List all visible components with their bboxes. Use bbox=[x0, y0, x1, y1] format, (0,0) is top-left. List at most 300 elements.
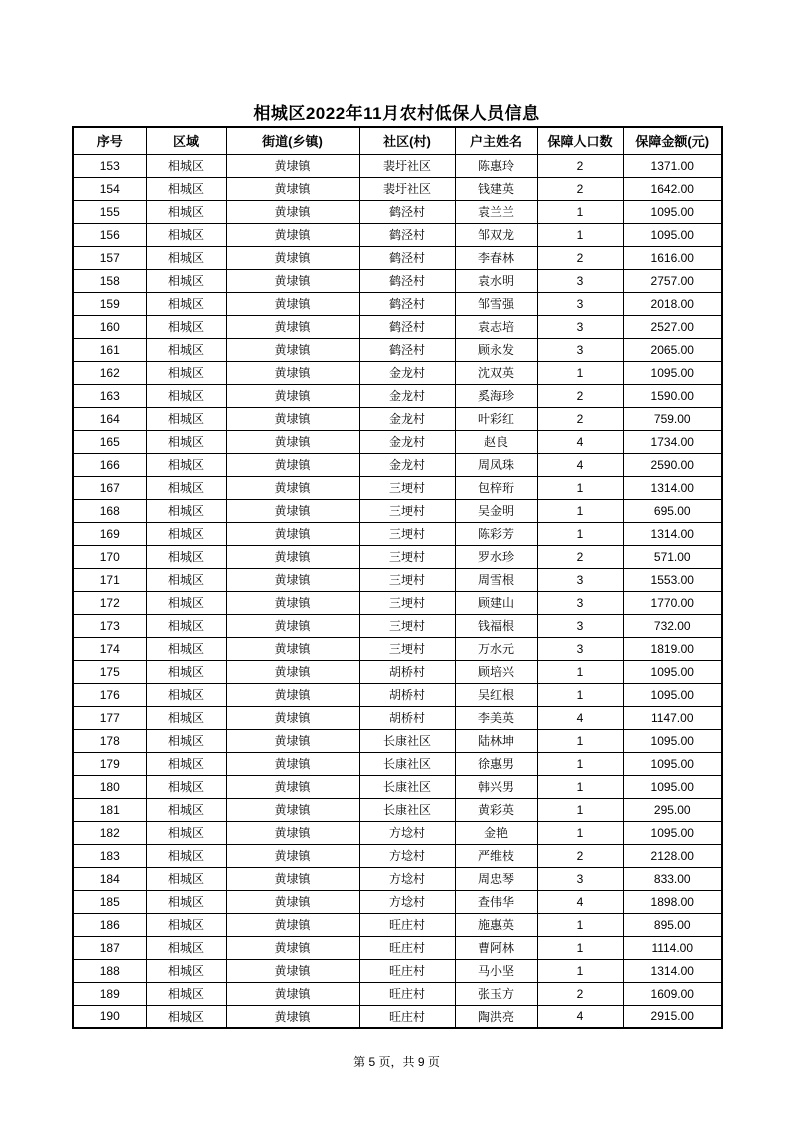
table-row bbox=[73, 476, 722, 499]
table-cell: 吴金明 bbox=[455, 499, 537, 522]
table-cell: 1095.00 bbox=[623, 752, 722, 775]
table-row bbox=[73, 338, 722, 361]
table-cell: 顾建山 bbox=[455, 591, 537, 614]
table-cell: 邹雪强 bbox=[455, 292, 537, 315]
table-cell: 相城区 bbox=[146, 522, 226, 545]
table-row bbox=[73, 936, 722, 959]
table-row bbox=[73, 637, 722, 660]
table-cell: 895.00 bbox=[623, 913, 722, 936]
table-cell: 1 bbox=[537, 361, 623, 384]
table-cell: 陶洪亮 bbox=[455, 1005, 537, 1028]
table-cell: 1819.00 bbox=[623, 637, 722, 660]
table-cell: 161 bbox=[73, 338, 146, 361]
table-cell: 施惠英 bbox=[455, 913, 537, 936]
table-cell: 黄埭镇 bbox=[226, 430, 359, 453]
table-cell: 三埂村 bbox=[359, 637, 455, 660]
table-row bbox=[73, 154, 722, 177]
table-cell: 3 bbox=[537, 568, 623, 591]
table-cell: 陆林坤 bbox=[455, 729, 537, 752]
table-cell: 1 bbox=[537, 499, 623, 522]
table-cell: 查伟华 bbox=[455, 890, 537, 913]
table-cell: 袁兰兰 bbox=[455, 200, 537, 223]
table-cell: 黄埭镇 bbox=[226, 890, 359, 913]
table-cell: 1 bbox=[537, 752, 623, 775]
table-cell: 相城区 bbox=[146, 775, 226, 798]
table-cell: 1616.00 bbox=[623, 246, 722, 269]
table-cell: 187 bbox=[73, 936, 146, 959]
table-cell: 1590.00 bbox=[623, 384, 722, 407]
table-row bbox=[73, 545, 722, 568]
table-cell: 3 bbox=[537, 292, 623, 315]
table-cell: 金龙村 bbox=[359, 407, 455, 430]
table-cell: 3 bbox=[537, 614, 623, 637]
table-cell: 黄埭镇 bbox=[226, 798, 359, 821]
table-cell: 长康社区 bbox=[359, 729, 455, 752]
table-cell: 三埂村 bbox=[359, 568, 455, 591]
table-cell: 174 bbox=[73, 637, 146, 660]
table-cell: 177 bbox=[73, 706, 146, 729]
table-cell: 黄埭镇 bbox=[226, 476, 359, 499]
table-cell: 黄埭镇 bbox=[226, 315, 359, 338]
table-cell: 相城区 bbox=[146, 1005, 226, 1028]
table-cell: 1314.00 bbox=[623, 522, 722, 545]
table-row bbox=[73, 292, 722, 315]
table-cell: 鹤泾村 bbox=[359, 223, 455, 246]
table-cell: 鹤泾村 bbox=[359, 292, 455, 315]
table-cell: 153 bbox=[73, 154, 146, 177]
header-cell-street: 街道(乡镇) bbox=[226, 127, 359, 154]
header-cell-region: 区域 bbox=[146, 127, 226, 154]
table-cell: 4 bbox=[537, 453, 623, 476]
table-cell: 相城区 bbox=[146, 729, 226, 752]
table-cell: 黄埭镇 bbox=[226, 637, 359, 660]
table-row bbox=[73, 223, 722, 246]
table-row bbox=[73, 821, 722, 844]
table-cell: 黄埭镇 bbox=[226, 775, 359, 798]
table-cell: 鹤泾村 bbox=[359, 315, 455, 338]
table-cell: 相城区 bbox=[146, 499, 226, 522]
table-cell: 三埂村 bbox=[359, 591, 455, 614]
table-cell: 175 bbox=[73, 660, 146, 683]
table-cell: 1 bbox=[537, 821, 623, 844]
table-cell: 黄埭镇 bbox=[226, 223, 359, 246]
table-cell: 1 bbox=[537, 913, 623, 936]
table-cell: 周雪根 bbox=[455, 568, 537, 591]
table-cell: 袁水明 bbox=[455, 269, 537, 292]
table-cell: 三埂村 bbox=[359, 476, 455, 499]
table-cell: 1 bbox=[537, 660, 623, 683]
table-cell: 三埂村 bbox=[359, 614, 455, 637]
table-row bbox=[73, 453, 722, 476]
table-cell: 相城区 bbox=[146, 844, 226, 867]
table-cell: 1095.00 bbox=[623, 660, 722, 683]
table-cell: 1147.00 bbox=[623, 706, 722, 729]
table-cell: 2590.00 bbox=[623, 453, 722, 476]
table-cell: 1609.00 bbox=[623, 982, 722, 1005]
table-cell: 2915.00 bbox=[623, 1005, 722, 1028]
table-cell: 方埝村 bbox=[359, 844, 455, 867]
table-cell: 162 bbox=[73, 361, 146, 384]
table-cell: 黄彩英 bbox=[455, 798, 537, 821]
table-cell: 严维枝 bbox=[455, 844, 537, 867]
table-cell: 陈彩芳 bbox=[455, 522, 537, 545]
table-cell: 黄埭镇 bbox=[226, 706, 359, 729]
table-cell: 185 bbox=[73, 890, 146, 913]
table-cell: 178 bbox=[73, 729, 146, 752]
table-cell: 旺庄村 bbox=[359, 913, 455, 936]
table-cell: 三埂村 bbox=[359, 545, 455, 568]
table-cell: 相城区 bbox=[146, 545, 226, 568]
table-cell: 182 bbox=[73, 821, 146, 844]
table-cell: 黄埭镇 bbox=[226, 1005, 359, 1028]
table-row bbox=[73, 1005, 722, 1028]
table-cell: 3 bbox=[537, 637, 623, 660]
table-cell: 176 bbox=[73, 683, 146, 706]
table-cell: 1 bbox=[537, 200, 623, 223]
table-cell: 2757.00 bbox=[623, 269, 722, 292]
table-cell: 1314.00 bbox=[623, 959, 722, 982]
table-row bbox=[73, 844, 722, 867]
table-cell: 胡桥村 bbox=[359, 706, 455, 729]
table-cell: 长康社区 bbox=[359, 752, 455, 775]
table-cell: 相城区 bbox=[146, 821, 226, 844]
table-cell: 相城区 bbox=[146, 982, 226, 1005]
table-cell: 鹤泾村 bbox=[359, 200, 455, 223]
table-cell: 黄埭镇 bbox=[226, 821, 359, 844]
table-cell: 1114.00 bbox=[623, 936, 722, 959]
table-row bbox=[73, 913, 722, 936]
table-cell: 李美英 bbox=[455, 706, 537, 729]
table-cell: 裴圩社区 bbox=[359, 177, 455, 200]
table-cell: 相城区 bbox=[146, 959, 226, 982]
table-cell: 黄埭镇 bbox=[226, 177, 359, 200]
table-cell: 胡桥村 bbox=[359, 660, 455, 683]
table-cell: 张玉方 bbox=[455, 982, 537, 1005]
table-cell: 马小坚 bbox=[455, 959, 537, 982]
table-cell: 黄埭镇 bbox=[226, 269, 359, 292]
table-cell: 1642.00 bbox=[623, 177, 722, 200]
table-cell: 方埝村 bbox=[359, 867, 455, 890]
table-cell: 3 bbox=[537, 315, 623, 338]
table-cell: 695.00 bbox=[623, 499, 722, 522]
table-cell: 169 bbox=[73, 522, 146, 545]
table-cell: 万水元 bbox=[455, 637, 537, 660]
table-cell: 旺庄村 bbox=[359, 936, 455, 959]
table-cell: 171 bbox=[73, 568, 146, 591]
table-cell: 2 bbox=[537, 246, 623, 269]
table-cell: 1 bbox=[537, 683, 623, 706]
table-cell: 2 bbox=[537, 154, 623, 177]
header-cell-population: 保障人口数 bbox=[537, 127, 623, 154]
table-cell: 164 bbox=[73, 407, 146, 430]
table-cell: 旺庄村 bbox=[359, 1005, 455, 1028]
table-cell: 胡桥村 bbox=[359, 683, 455, 706]
table-cell: 759.00 bbox=[623, 407, 722, 430]
table-row bbox=[73, 384, 722, 407]
table-cell: 165 bbox=[73, 430, 146, 453]
table-row bbox=[73, 568, 722, 591]
table-row bbox=[73, 315, 722, 338]
table-cell: 833.00 bbox=[623, 867, 722, 890]
page-number: 第 5 页，共 9 页 bbox=[353, 1055, 440, 1069]
table-cell: 181 bbox=[73, 798, 146, 821]
table-cell: 166 bbox=[73, 453, 146, 476]
table-row bbox=[73, 798, 722, 821]
table-cell: 相城区 bbox=[146, 177, 226, 200]
table-cell: 黄埭镇 bbox=[226, 384, 359, 407]
header-cell-amount: 保障金额(元) bbox=[623, 127, 722, 154]
table-cell: 邹双龙 bbox=[455, 223, 537, 246]
table-cell: 相城区 bbox=[146, 706, 226, 729]
table-cell: 黄埭镇 bbox=[226, 913, 359, 936]
welfare-table bbox=[72, 126, 723, 1029]
table-cell: 包梓珩 bbox=[455, 476, 537, 499]
table-cell: 1095.00 bbox=[623, 775, 722, 798]
table-cell: 顾永发 bbox=[455, 338, 537, 361]
table-cell: 3 bbox=[537, 338, 623, 361]
table-cell: 190 bbox=[73, 1005, 146, 1028]
table-cell: 叶彩红 bbox=[455, 407, 537, 430]
table-cell: 2527.00 bbox=[623, 315, 722, 338]
table-cell: 金艳 bbox=[455, 821, 537, 844]
table-cell: 旺庄村 bbox=[359, 959, 455, 982]
table-cell: 相城区 bbox=[146, 407, 226, 430]
table-cell: 2065.00 bbox=[623, 338, 722, 361]
table-cell: 2 bbox=[537, 407, 623, 430]
table-row bbox=[73, 269, 722, 292]
table-cell: 黄埭镇 bbox=[226, 936, 359, 959]
table-row bbox=[73, 177, 722, 200]
table-cell: 黄埭镇 bbox=[226, 844, 359, 867]
table-cell: 陈惠玲 bbox=[455, 154, 537, 177]
table-cell: 相城区 bbox=[146, 361, 226, 384]
table-cell: 周凤珠 bbox=[455, 453, 537, 476]
table-cell: 顾培兴 bbox=[455, 660, 537, 683]
table-cell: 1095.00 bbox=[623, 200, 722, 223]
table-cell: 2 bbox=[537, 177, 623, 200]
table-cell: 黄埭镇 bbox=[226, 246, 359, 269]
table-cell: 黄埭镇 bbox=[226, 453, 359, 476]
table-row bbox=[73, 246, 722, 269]
table-cell: 相城区 bbox=[146, 936, 226, 959]
table-row bbox=[73, 890, 722, 913]
table-cell: 三埂村 bbox=[359, 522, 455, 545]
table-cell: 黄埭镇 bbox=[226, 499, 359, 522]
table-cell: 黄埭镇 bbox=[226, 154, 359, 177]
table-row bbox=[73, 522, 722, 545]
table-cell: 周忠琴 bbox=[455, 867, 537, 890]
table-row bbox=[73, 752, 722, 775]
table-cell: 旺庄村 bbox=[359, 982, 455, 1005]
table-cell: 相城区 bbox=[146, 315, 226, 338]
table-cell: 184 bbox=[73, 867, 146, 890]
table-cell: 相城区 bbox=[146, 269, 226, 292]
table-cell: 1314.00 bbox=[623, 476, 722, 499]
table-cell: 方埝村 bbox=[359, 890, 455, 913]
table-row bbox=[73, 591, 722, 614]
table-cell: 1 bbox=[537, 223, 623, 246]
table-cell: 1095.00 bbox=[623, 729, 722, 752]
table-cell: 295.00 bbox=[623, 798, 722, 821]
table-cell: 相城区 bbox=[146, 913, 226, 936]
table-cell: 韩兴男 bbox=[455, 775, 537, 798]
table-cell: 袁志培 bbox=[455, 315, 537, 338]
table-cell: 金龙村 bbox=[359, 361, 455, 384]
table-cell: 2 bbox=[537, 982, 623, 1005]
header-cell-community: 社区(村) bbox=[359, 127, 455, 154]
table-cell: 相城区 bbox=[146, 798, 226, 821]
table-cell: 黄埭镇 bbox=[226, 591, 359, 614]
table-cell: 167 bbox=[73, 476, 146, 499]
table-row bbox=[73, 867, 722, 890]
table-cell: 1095.00 bbox=[623, 683, 722, 706]
table-cell: 长康社区 bbox=[359, 798, 455, 821]
table-cell: 黄埭镇 bbox=[226, 729, 359, 752]
table-cell: 732.00 bbox=[623, 614, 722, 637]
table-cell: 罗水珍 bbox=[455, 545, 537, 568]
table-cell: 相城区 bbox=[146, 154, 226, 177]
table-cell: 170 bbox=[73, 545, 146, 568]
table-cell: 相城区 bbox=[146, 568, 226, 591]
table-cell: 2 bbox=[537, 844, 623, 867]
table-cell: 相城区 bbox=[146, 591, 226, 614]
table-cell: 4 bbox=[537, 430, 623, 453]
table-row bbox=[73, 614, 722, 637]
table-cell: 1 bbox=[537, 936, 623, 959]
table-cell: 1095.00 bbox=[623, 821, 722, 844]
table-cell: 相城区 bbox=[146, 683, 226, 706]
table-cell: 钱建英 bbox=[455, 177, 537, 200]
table-cell: 曹阿林 bbox=[455, 936, 537, 959]
table-cell: 180 bbox=[73, 775, 146, 798]
table-cell: 163 bbox=[73, 384, 146, 407]
table-cell: 2 bbox=[537, 384, 623, 407]
table-cell: 黄埭镇 bbox=[226, 338, 359, 361]
table-cell: 金龙村 bbox=[359, 384, 455, 407]
table-cell: 金龙村 bbox=[359, 430, 455, 453]
table-cell: 黄埭镇 bbox=[226, 660, 359, 683]
table-cell: 160 bbox=[73, 315, 146, 338]
table-cell: 黄埭镇 bbox=[226, 614, 359, 637]
table-cell: 黄埭镇 bbox=[226, 568, 359, 591]
table-cell: 155 bbox=[73, 200, 146, 223]
table-cell: 3 bbox=[537, 269, 623, 292]
table-cell: 黄埭镇 bbox=[226, 959, 359, 982]
table-cell: 三埂村 bbox=[359, 499, 455, 522]
page-title: 相城区2022年11月农村低保人员信息 bbox=[253, 104, 540, 123]
table-cell: 188 bbox=[73, 959, 146, 982]
table-row bbox=[73, 683, 722, 706]
table-row bbox=[73, 775, 722, 798]
table-cell: 186 bbox=[73, 913, 146, 936]
table-cell: 奚海珍 bbox=[455, 384, 537, 407]
header-cell-householder: 户主姓名 bbox=[455, 127, 537, 154]
table-cell: 鹤泾村 bbox=[359, 246, 455, 269]
header-cell-index: 序号 bbox=[73, 127, 146, 154]
table-cell: 相城区 bbox=[146, 890, 226, 913]
table-cell: 相城区 bbox=[146, 453, 226, 476]
table-cell: 1898.00 bbox=[623, 890, 722, 913]
table-cell: 黄埭镇 bbox=[226, 292, 359, 315]
table-cell: 赵良 bbox=[455, 430, 537, 453]
table-cell: 相城区 bbox=[146, 338, 226, 361]
table-row bbox=[73, 729, 722, 752]
table-row bbox=[73, 430, 722, 453]
table-cell: 1371.00 bbox=[623, 154, 722, 177]
table-cell: 158 bbox=[73, 269, 146, 292]
table-cell: 相城区 bbox=[146, 614, 226, 637]
table-cell: 金龙村 bbox=[359, 453, 455, 476]
table-cell: 1770.00 bbox=[623, 591, 722, 614]
table-cell: 黄埭镇 bbox=[226, 752, 359, 775]
table-cell: 相城区 bbox=[146, 430, 226, 453]
table-cell: 156 bbox=[73, 223, 146, 246]
table-cell: 相城区 bbox=[146, 637, 226, 660]
table-cell: 鹤泾村 bbox=[359, 338, 455, 361]
table-cell: 相城区 bbox=[146, 246, 226, 269]
table-cell: 1095.00 bbox=[623, 361, 722, 384]
table-cell: 李春林 bbox=[455, 246, 537, 269]
table-row bbox=[73, 660, 722, 683]
table-cell: 相城区 bbox=[146, 752, 226, 775]
table-cell: 鹤泾村 bbox=[359, 269, 455, 292]
table-row bbox=[73, 407, 722, 430]
table-cell: 黄埭镇 bbox=[226, 407, 359, 430]
table-cell: 相城区 bbox=[146, 384, 226, 407]
table-cell: 1 bbox=[537, 959, 623, 982]
table-cell: 相城区 bbox=[146, 292, 226, 315]
table-header-row bbox=[73, 127, 722, 154]
table-cell: 3 bbox=[537, 591, 623, 614]
table-cell: 黄埭镇 bbox=[226, 867, 359, 890]
table-cell: 4 bbox=[537, 706, 623, 729]
table-body bbox=[73, 154, 722, 1028]
table-cell: 黄埭镇 bbox=[226, 200, 359, 223]
table-cell: 黄埭镇 bbox=[226, 982, 359, 1005]
table-cell: 168 bbox=[73, 499, 146, 522]
table-cell: 173 bbox=[73, 614, 146, 637]
table-cell: 4 bbox=[537, 890, 623, 913]
table-cell: 1553.00 bbox=[623, 568, 722, 591]
table-cell: 黄埭镇 bbox=[226, 361, 359, 384]
table-cell: 钱福根 bbox=[455, 614, 537, 637]
table-cell: 154 bbox=[73, 177, 146, 200]
table-cell: 相城区 bbox=[146, 223, 226, 246]
table-row bbox=[73, 200, 722, 223]
table-cell: 1 bbox=[537, 522, 623, 545]
table-cell: 1 bbox=[537, 775, 623, 798]
table-cell: 571.00 bbox=[623, 545, 722, 568]
table-cell: 方埝村 bbox=[359, 821, 455, 844]
table-row bbox=[73, 361, 722, 384]
table-row bbox=[73, 959, 722, 982]
table-cell: 裴圩社区 bbox=[359, 154, 455, 177]
table-cell: 159 bbox=[73, 292, 146, 315]
table-cell: 4 bbox=[537, 1005, 623, 1028]
table-cell: 徐惠男 bbox=[455, 752, 537, 775]
table-cell: 吴红根 bbox=[455, 683, 537, 706]
table-cell: 黄埭镇 bbox=[226, 683, 359, 706]
table-cell: 1 bbox=[537, 476, 623, 499]
table-cell: 157 bbox=[73, 246, 146, 269]
table-cell: 1095.00 bbox=[623, 223, 722, 246]
table-cell: 2128.00 bbox=[623, 844, 722, 867]
table-cell: 1 bbox=[537, 729, 623, 752]
table-cell: 相城区 bbox=[146, 867, 226, 890]
table-cell: 长康社区 bbox=[359, 775, 455, 798]
table-cell: 2 bbox=[537, 545, 623, 568]
table-cell: 172 bbox=[73, 591, 146, 614]
